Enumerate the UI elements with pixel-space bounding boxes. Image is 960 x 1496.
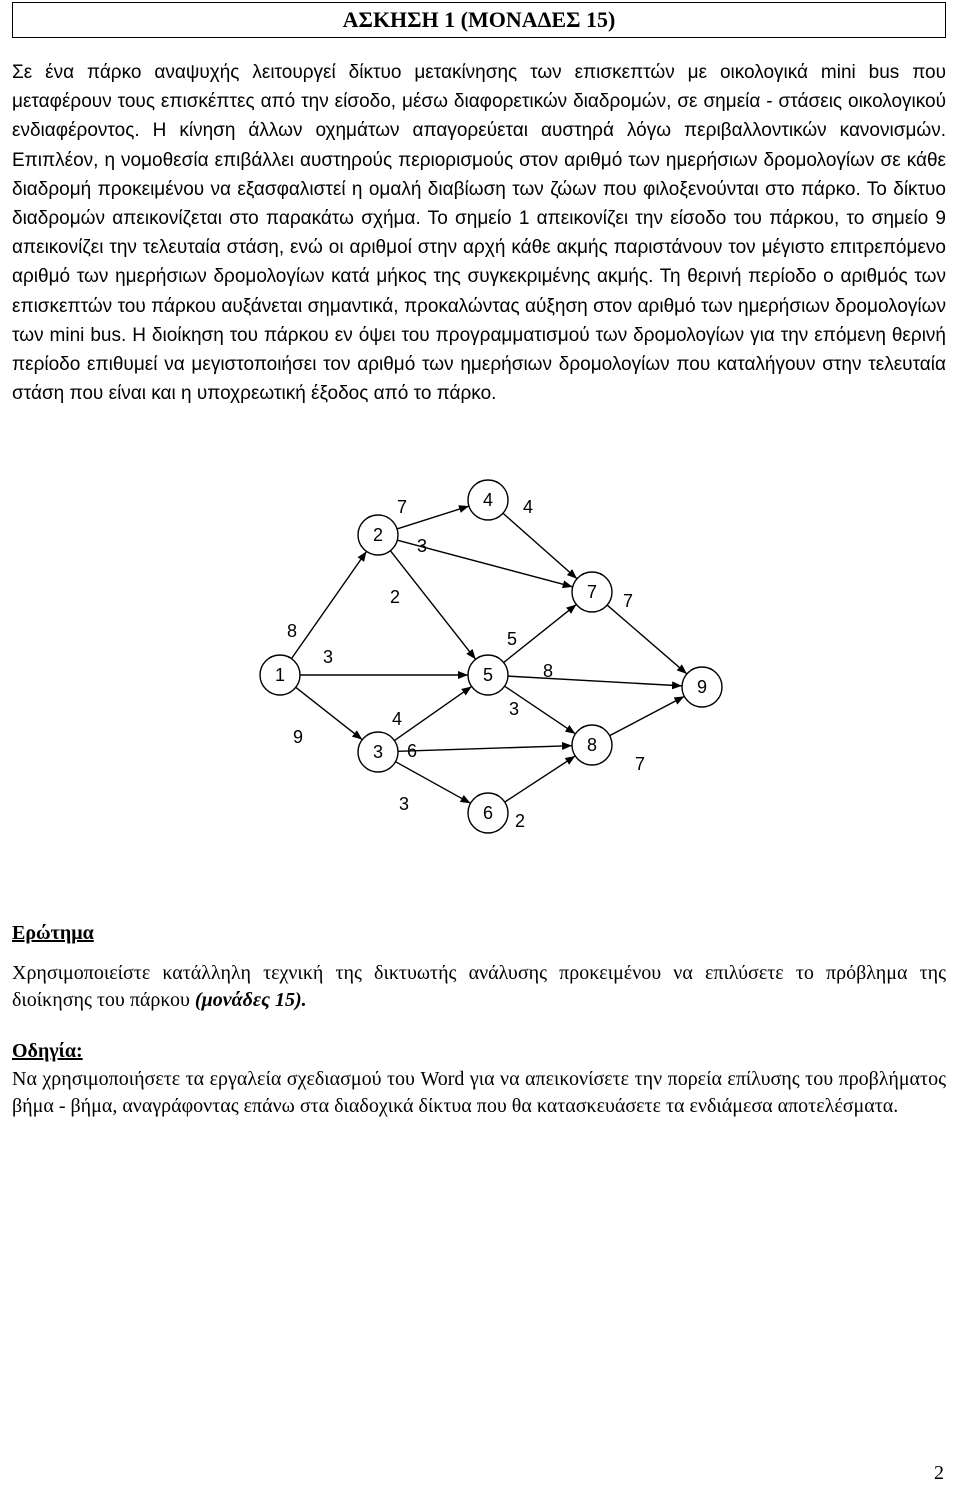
page-number: 2 [934, 1462, 944, 1484]
edge-7-9 [607, 605, 687, 674]
node-4 [468, 480, 508, 520]
edge-capacity-3-8: 6 [406, 740, 418, 761]
problem-statement: Σε ένα πάρκο αναψυχής λειτουργεί δίκτυο μετακίνησης των επισκεπτών με οικολογικά mini bus που μεταφέρουν τους επισκέπτες από την είσοδο, μέσω διαφορετικών διαδρομών, σε σημεία - στάσεις οικολογικού ενδιαφέροντος. Η κίνηση άλλων οχημάτων απαγορεύεται αυστηρά λόγω περιβαλλοντικών κανονισμών. Επιπλέον, η νομοθεσία επιβάλλει αυστηρούς περιορισμούς στον αριθμό των ημερήσιων δρομολογίων σε κάθε διαδρομή προκειμένου να εξασφαλιστεί η ομαλή διαβίωση των ζώων που φιλοξενούνται στο πάρκο. Το δίκτυο διαδρομών απεικονίζεται στο παρακάτω σχήμα. Το σημείο 1 απεικονίζει την είσοδο του πάρκου, το σημείο 9 απεικονίζει την τελευταία στάση, ενώ οι αριθμοί στην αρχή κάθε ακμής παριστάνουν τον μέγιστο επιτρεπόμενο αριθμό των ημερήσιων δρομολογίων κατά μήκος της συγκεκριμένης ακμής. Τη θερινή περίοδο ο αριθμός των επισκεπτών του πάρκου αυξάνεται σημαντικά, προκαλώντας αύξηση στον αριθμό των ημερήσιων δρομολογίων των mini bus. Η διοίκηση του πάρκου εν όψει του προγραμματισμού των δρομολογίων για την επόμενη θερινή περίοδο επιθυμεί να μεγιστοποιήσει τον αριθμό των ημερήσιων δρομολογίων που καταλήγουν στην τελευταία στάση που είναι και η υποχρεωτική έξοδος από το πάρκο. [12, 62, 946, 405]
edge-capacity-5-8: 3 [508, 698, 520, 719]
question-text [12, 960, 946, 1014]
edge-2-5 [390, 551, 475, 660]
exercise-title: ΑΣΚΗΣΗ 1 (ΜΟΝΑΔΕΣ 15) [12, 2, 946, 38]
edge-3-5 [391, 686, 471, 740]
node-2 [358, 515, 398, 555]
node-label: 4 [482, 489, 494, 510]
node-label: 3 [372, 741, 384, 762]
node-label: 2 [372, 524, 384, 545]
edge-capacity-3-6: 3 [398, 793, 410, 814]
node-6 [468, 793, 508, 833]
edge-5-9 [508, 676, 682, 686]
node-3 [358, 732, 398, 772]
edge-6-8 [505, 756, 576, 802]
node-1 [260, 655, 300, 695]
edge-capacity-2-4: 7 [396, 496, 408, 517]
node-7 [572, 572, 612, 612]
edge-capacity-5-9: 8 [542, 660, 554, 681]
instruction-heading: Οδηγία: [12, 1040, 83, 1062]
flow-network-diagram [0, 470, 960, 870]
node-label: 8 [586, 734, 598, 755]
edge-capacity-1-2: 8 [286, 620, 298, 641]
edge-capacity-2-7: 3 [416, 535, 428, 556]
edge-1-2 [291, 551, 366, 658]
node-9 [682, 667, 722, 707]
node-label: 1 [274, 664, 286, 685]
edge-1-3 [296, 687, 363, 739]
node-label: 7 [586, 581, 598, 602]
edge-capacity-3-5: 4 [391, 708, 403, 729]
edge-8-9 [610, 696, 685, 735]
question-body: Χρησιμοποιείστε κατάλληλη τεχνική της δικτυωτής ανάλυσης προκειμένου να επιλύσετε το πρόβλημα της διοίκησης του πάρκου [12, 962, 946, 1011]
question-heading: Ερώτημα [12, 922, 94, 944]
edge-3-8 [398, 746, 572, 752]
node-5 [468, 655, 508, 695]
edge-capacity-6-8: 2 [514, 810, 526, 831]
question-points: (μονάδες 15). [194, 989, 307, 1011]
instruction-text: Να χρησιμοποιήσετε τα εργαλεία σχεδιασμού του Word για να απεικονίσετε την πορεία επίλυσης του προβλήματος βήμα - βήμα, αναγράφοντας επάνω στα διαδοχικά δίκτυα που θα κατασκευάσετε τα ενδιάμεσα αποτελέσματα. [12, 1068, 946, 1117]
edge-capacity-5-7: 5 [506, 628, 518, 649]
edge-capacity-4-7: 4 [522, 496, 534, 517]
node-label: 5 [482, 664, 494, 685]
edge-capacity-7-9: 7 [622, 590, 634, 611]
edge-capacity-2-5: 2 [389, 586, 401, 607]
edge-capacity-1-5: 3 [322, 646, 334, 667]
edge-4-7 [503, 513, 577, 578]
edge-2-4 [397, 506, 469, 529]
edge-capacity-1-3: 9 [292, 726, 304, 747]
edge-capacity-8-9: 7 [634, 753, 646, 774]
node-label: 6 [482, 802, 494, 823]
node-8 [572, 725, 612, 765]
node-label: 9 [696, 676, 708, 697]
